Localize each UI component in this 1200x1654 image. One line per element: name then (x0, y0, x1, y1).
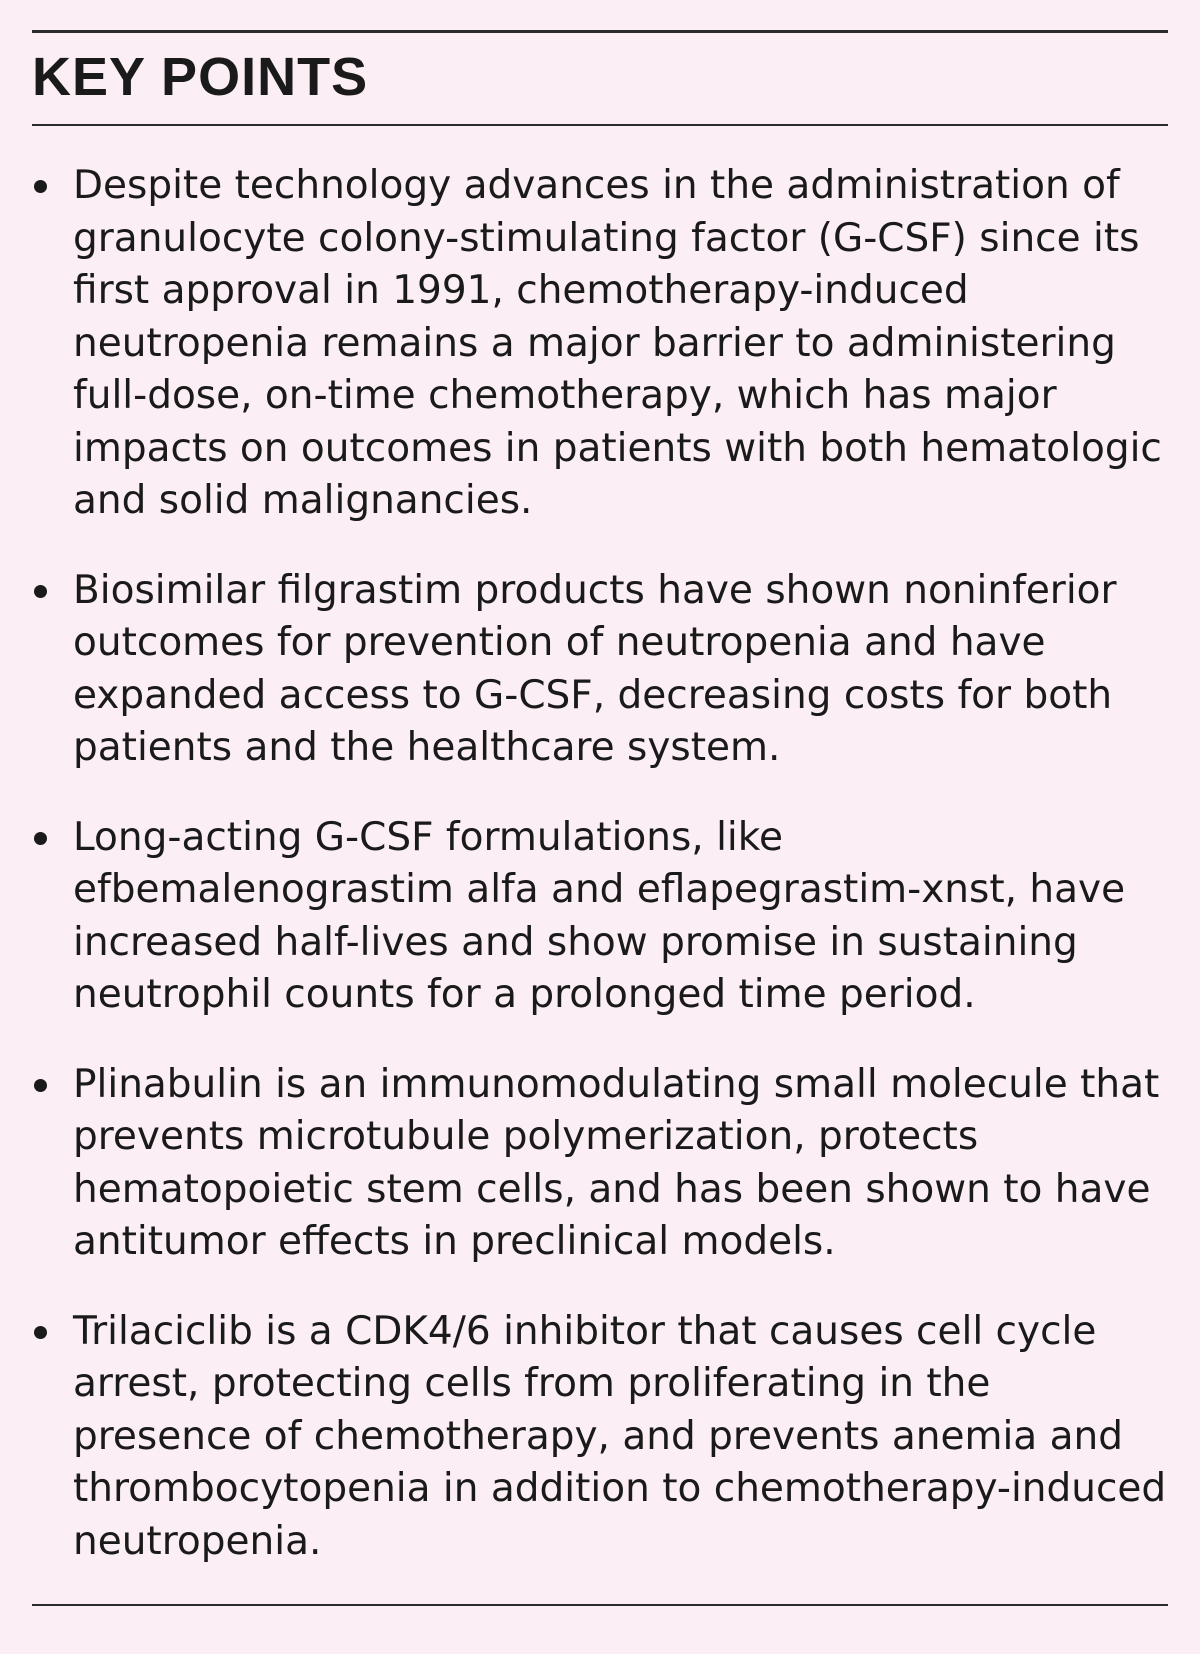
bottom-rule (32, 1604, 1168, 1606)
list-item (32, 160, 1176, 528)
list-item-text: Biosimilar filgrastim products have shown noninferior outcomes for prevention of neutropenia and have expanded access to G-CSF, decreasing costs for both patients and the healthcare system. (73, 567, 1117, 770)
list-item (32, 1306, 1176, 1569)
bullet-icon (34, 1079, 47, 1092)
section-title: KEY POINTS (32, 47, 369, 107)
list-item (32, 1059, 1176, 1269)
bullet-icon (34, 585, 47, 598)
list-item-text: Long-acting G-CSF formulations, like efbemalenograstim alfa and eflapegrastim-xnst, have increased half-lives and show promise in sustaining neutrophil counts for a prolonged time period. (73, 814, 1126, 1017)
bullet-icon (34, 832, 47, 845)
list-item-text: Plinabulin is an immunomodulating small molecule that prevents microtubule polymerization, protects hematopoietic stem cells, and has been shown to have antitumor effects in preclinical models. (73, 1061, 1160, 1264)
top-rule (32, 30, 1168, 33)
list-item (32, 565, 1176, 775)
list-item-text: Despite technology advances in the administration of granulocyte colony-stimulating factor (G-CSF) since its first approval in 1991, chemotherapy-induced neutropenia remains a major barrier to administering full-dose, on-time chemotherapy, which has major impacts on outcomes in patients with both hematologic and solid malignancies. (73, 163, 1162, 523)
key-points-list (32, 160, 1176, 1605)
list-item (32, 812, 1176, 1022)
bullet-icon (34, 180, 47, 193)
bullet-icon (34, 1326, 47, 1339)
title-rule (32, 124, 1168, 126)
list-item-text: Trilaciclib is a CDK4/6 inhibitor that causes cell cycle arrest, protecting cells from proliferating in the presence of chemotherapy, and prevents anemia and thrombocytopenia in addition to chemotherapy-induced neutropenia. (73, 1308, 1167, 1564)
